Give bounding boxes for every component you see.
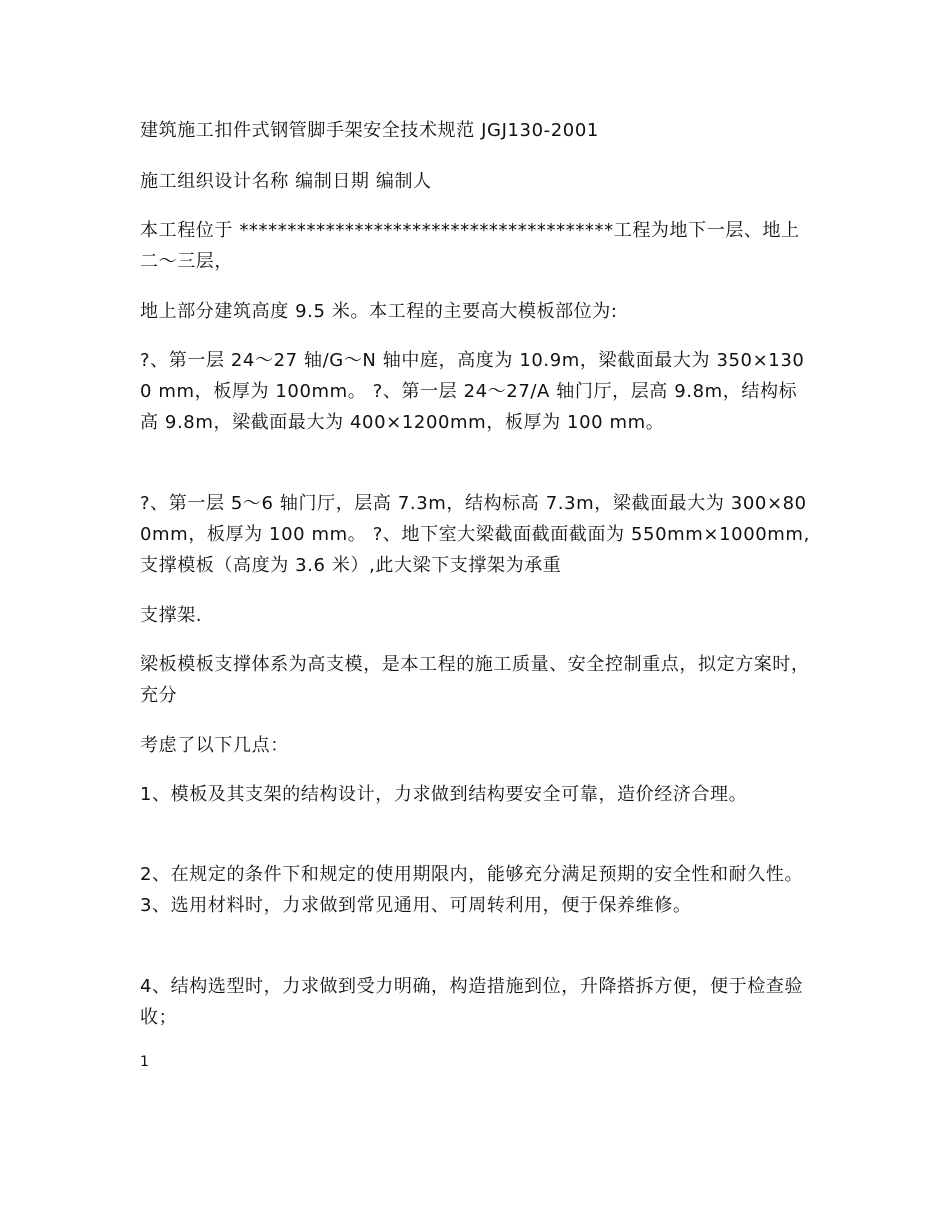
page-number: 1 [140,1054,149,1070]
consideration-items-2-3: 2、在规定的条件下和规定的使用期限内，能够充分满足预期的安全性和耐久性。 3、选用材料时，力求做到常见通用、可周转利用，便于保养维修。 [140,864,804,916]
support-system-paragraph: 梁板模板支撑体系为高支模，是本工程的施工质量、安全控制重点，拟定方案时，充分 [140,654,810,706]
project-location-paragraph: 本工程位于 ***************************************工程为地下一层、地上二～三层， [140,220,800,272]
standard-title-line: 建筑施工扣件式钢管脚手架安全技术规范 JGJ130-2001 [140,120,599,141]
support-frame-line: 支撑架. [140,605,203,626]
consideration-item-4: 4、结构选型时，力求做到受力明确，构造措施到位，升降搭拆方便，便于检查验收； [140,976,804,1028]
consideration-item-1: 1、模板及其支架的结构设计，力求做到结构要安全可靠，造价经济合理。 [140,784,748,805]
considerations-intro: 考虑了以下几点： [140,735,289,756]
formwork-locations-paragraph-1: ?、第一层 24～27 轴/G～N 轴中庭，高度为 10.9m，梁截面最大为 350×1300 mm，板厚为 100mm。 ?、第一层 24～27/A 轴门厅，层高 9.8m，结构标高 9.8m，梁截面最大为 400×1200mm，板厚为 100 mm。 [140,350,805,433]
design-info-line: 施工组织设计名称 编制日期 编制人 [140,171,432,192]
formwork-locations-paragraph-2: ?、第一层 5～6 轴门厅，层高 7.3m，结构标高 7.3m，梁截面最大为 300×800mm，板厚为 100 mm。 ?、地下室大梁截面截面截面为 550mm×1000mm,支撑模板（高度为 3.6 米）,此大梁下支撑架为承重 [140,493,810,576]
building-height-paragraph: 地上部分建筑高度 9.5 米。本工程的主要高大模板部位为: [140,301,618,322]
